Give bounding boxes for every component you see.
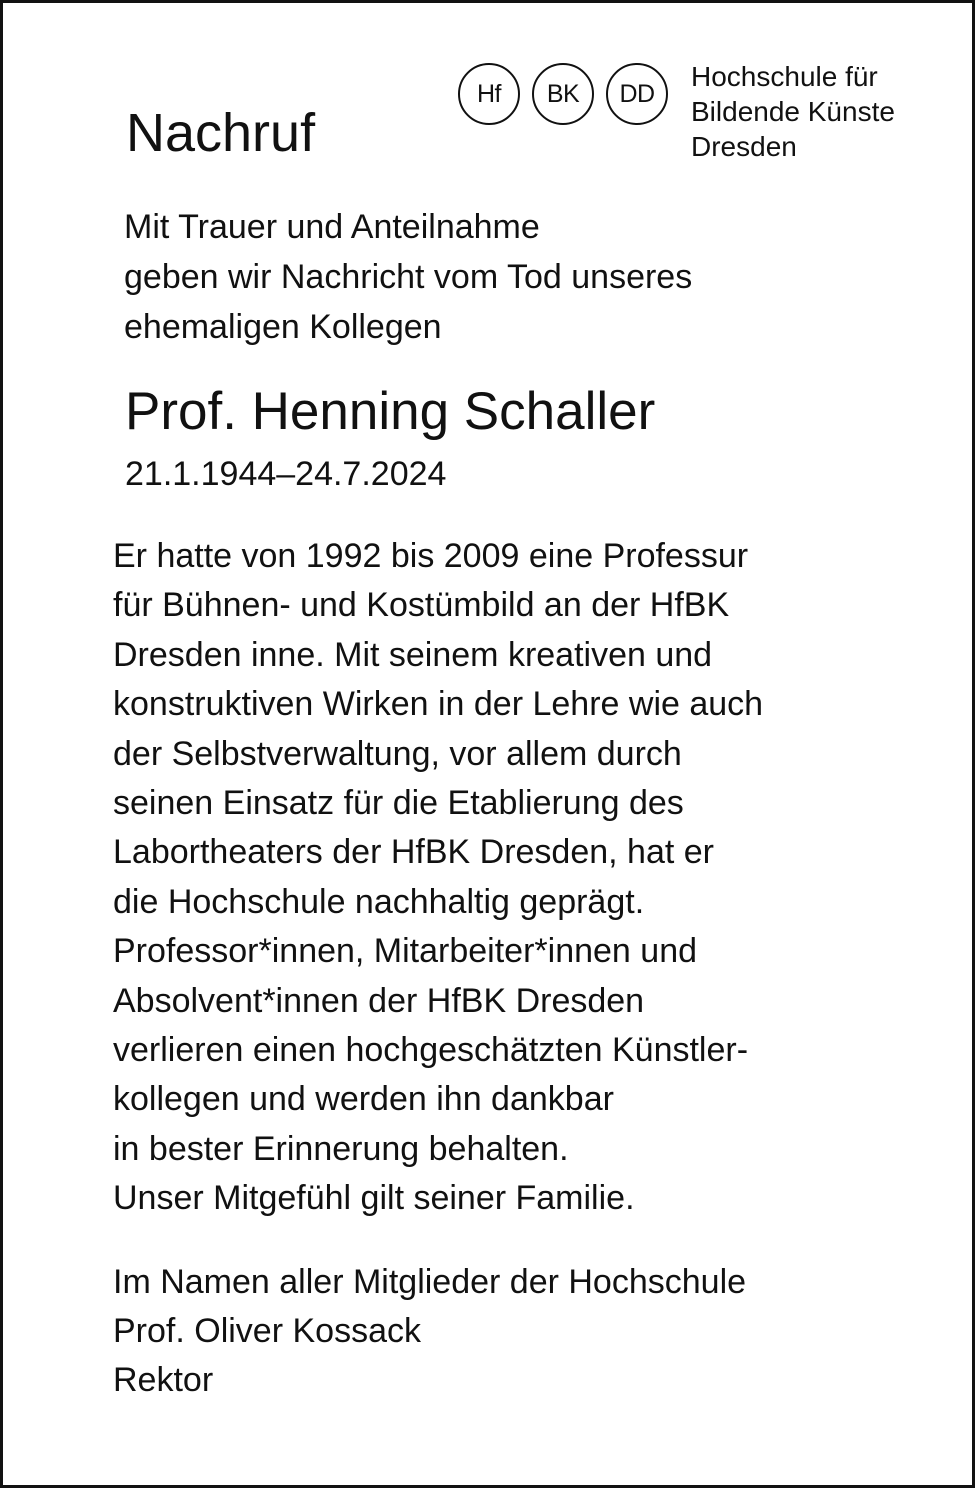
institution-line: Dresden [691,131,797,162]
body-line: verlieren einen hochgeschätzten Künstler- [113,1031,749,1070]
body-line: der Selbstverwaltung, vor allem durch [113,734,682,773]
body-line: Labortheaters der HfBK Dresden, hat er [113,833,714,872]
life-dates: 21.1.1944–24.7.2024 [125,455,447,493]
body-line: Dresden inne. Mit seinem kreativen und [113,635,713,674]
body-line: in bester Erinnerung behalten. [113,1129,569,1168]
intro-line: ehemaligen Kollegen [124,308,442,346]
deceased-name: Prof. Henning Schaller [125,382,656,441]
signatory-role: Rektor [113,1361,214,1399]
signature-block [113,1258,746,1405]
body-line: Absolvent*innen der HfBK Dresden [113,981,645,1020]
obituary-body [113,532,763,1224]
signatory-name: Prof. Oliver Kossack [113,1312,421,1350]
logo-circle-bk: BK [532,63,594,125]
logo-circle-hf: Hf [458,63,520,125]
institution-line: Bildende Künste [691,96,895,127]
institution-name [691,59,895,164]
body-line: für Bühnen- und Kostümbild an der HfBK [113,586,730,625]
body-line: konstruktiven Wirken in der Lehre wie auch [113,685,764,724]
institution-line: Hochschule für [691,61,878,92]
body-line: seinen Einsatz für die Etablierung des [113,784,684,823]
signature-line: Im Namen aller Mitglieder der Hochschule [113,1263,747,1301]
body-line: Er hatte von 1992 bis 2009 eine Professur [113,537,749,575]
body-line: Professor*innen, Mitarbeiter*innen und [113,932,698,971]
page-title: Nachruf [126,103,316,163]
intro-text [124,202,692,352]
body-line: kollegen und werden ihn dankbar [113,1080,614,1119]
intro-line: Mit Trauer und Anteilnahme [124,208,540,246]
logo-circle-dd: DD [606,63,668,125]
body-line: Unser Mitgefühl gilt seiner Familie. [113,1179,635,1218]
body-line: die Hochschule nachhaltig geprägt. [113,882,645,921]
intro-line: geben wir Nachricht vom Tod unseres [124,258,693,296]
